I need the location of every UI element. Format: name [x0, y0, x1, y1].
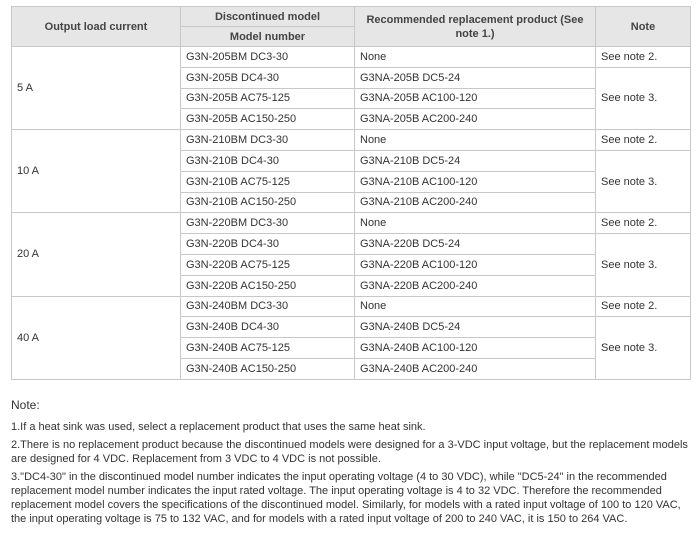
table-row [12, 47, 691, 68]
replacement-product-cell: G3NA-210B AC200-240 [355, 192, 596, 213]
discontinued-model-cell: G3N-220BM DC3-30 [181, 213, 355, 234]
discontinued-model-cell: G3N-220B DC4-30 [181, 234, 355, 255]
discontinued-model-cell: G3N-210B AC75-125 [181, 171, 355, 192]
discontinued-model-cell: G3N-220B AC75-125 [181, 254, 355, 275]
replacement-product-cell: G3NA-240B AC200-240 [355, 358, 596, 379]
notes-title: Note: [11, 398, 40, 412]
replacement-product-cell: G3NA-205B DC5-24 [355, 67, 596, 88]
discontinued-model-cell: G3N-240B AC75-125 [181, 338, 355, 359]
header-model-number: Model number [181, 27, 355, 47]
replacement-product-cell: G3NA-220B AC200-240 [355, 275, 596, 296]
discontinued-model-cell: G3N-240BM DC3-30 [181, 296, 355, 317]
discontinued-model-cell: G3N-240B DC4-30 [181, 317, 355, 338]
note-cell: See note 2. [596, 213, 691, 234]
note-3: 3."DC4-30" in the discontinued model number indicates the input operating voltage (4 to 30 VDC), while "DC5-24" in the recommended replacement model number indicates the input rated voltage. The input operating voltage is 4 to 32 VDC. Therefore the recommended replacement model covers the specifications of the discontinued model. Similarly, for models with a rated input voltage of 100 to 120 VAC, the input operating voltage is 75 to 132 VAC, and for models with a rated input voltage of 200 to 240 VAC, it is 150 to 264 VAC. [11, 471, 681, 525]
discontinued-model-cell: G3N-240B AC150-250 [181, 358, 355, 379]
replacement-product-cell: G3NA-205B AC100-120 [355, 88, 596, 109]
discontinued-model-cell: G3N-210B DC4-30 [181, 150, 355, 171]
replacement-table [11, 6, 691, 380]
note-cell: See note 3. [596, 234, 691, 296]
replacement-product-cell: None [355, 213, 596, 234]
discontinued-model-cell: G3N-205BM DC3-30 [181, 47, 355, 68]
load-current-cell: 40 A [12, 296, 181, 379]
notes-section [11, 398, 691, 530]
discontinued-model-cell: G3N-210B AC150-250 [181, 192, 355, 213]
discontinued-model-cell: G3N-205B AC150-250 [181, 109, 355, 130]
discontinued-model-cell: G3N-205B DC4-30 [181, 67, 355, 88]
header-recommended-replacement: Recommended replacement product (See note 1.) [355, 7, 596, 47]
replacement-product-cell: G3NA-220B AC100-120 [355, 254, 596, 275]
replacement-product-cell: None [355, 296, 596, 317]
replacement-product-cell: None [355, 130, 596, 151]
note-cell: See note 3. [596, 67, 691, 129]
table-body [12, 47, 691, 380]
replacement-product-cell: G3NA-240B AC100-120 [355, 338, 596, 359]
replacement-product-cell: G3NA-210B DC5-24 [355, 150, 596, 171]
note-cell: See note 3. [596, 317, 691, 379]
header-discontinued-model: Discontinued model [181, 7, 355, 27]
table-row [12, 213, 691, 234]
load-current-cell: 5 A [12, 47, 181, 130]
header-output-load-current: Output load current [12, 7, 181, 47]
replacement-product-cell: G3NA-220B DC5-24 [355, 234, 596, 255]
replacement-product-cell: G3NA-240B DC5-24 [355, 317, 596, 338]
replacement-product-cell: G3NA-205B AC200-240 [355, 109, 596, 130]
replacement-product-cell: G3NA-210B AC100-120 [355, 171, 596, 192]
note-2: 2.There is no replacement product because the discontinued models were designed for a 3-VDC input voltage, but the replacement models are designed for 4 VDC. Replacement from 3 VDC to 4 VDC is not possible. [11, 439, 688, 465]
note-cell: See note 3. [596, 150, 691, 212]
note-cell: See note 2. [596, 130, 691, 151]
load-current-cell: 20 A [12, 213, 181, 296]
header-note: Note [596, 7, 691, 47]
note-cell: See note 2. [596, 47, 691, 68]
discontinued-model-cell: G3N-205B AC75-125 [181, 88, 355, 109]
table-row [12, 130, 691, 151]
discontinued-model-cell: G3N-210BM DC3-30 [181, 130, 355, 151]
discontinued-model-cell: G3N-220B AC150-250 [181, 275, 355, 296]
table-row [12, 296, 691, 317]
replacement-product-cell: None [355, 47, 596, 68]
note-cell: See note 2. [596, 296, 691, 317]
load-current-cell: 10 A [12, 130, 181, 213]
note-1: 1.If a heat sink was used, select a replacement product that uses the same heat sink. [11, 421, 426, 433]
